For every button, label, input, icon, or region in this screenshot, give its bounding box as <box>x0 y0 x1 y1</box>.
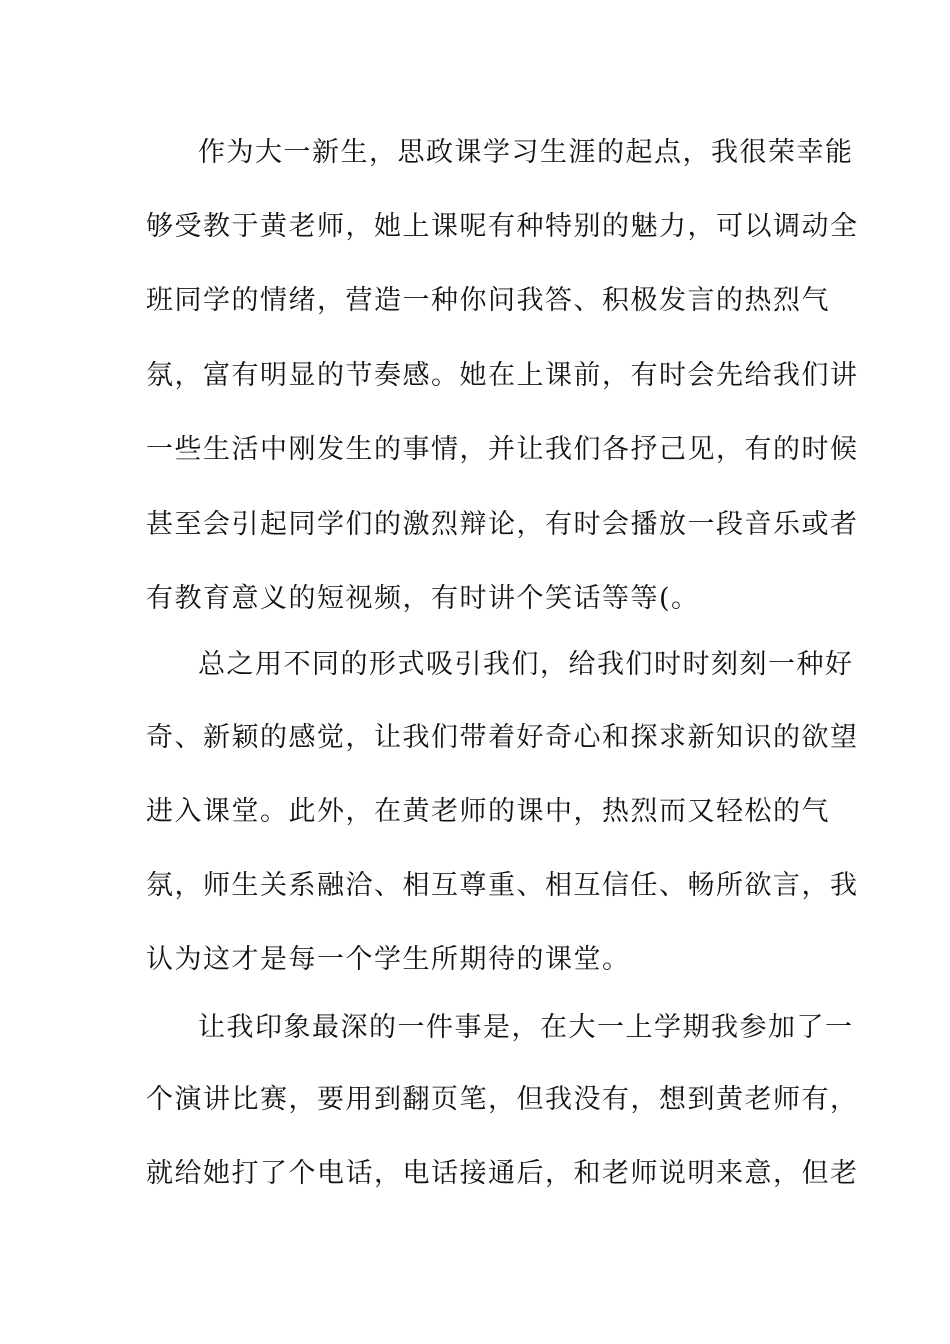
text-line: 让我印象最深的一件事是，在大一上学期我参加了一 <box>198 1012 854 1043</box>
text-line: 进入课堂。此外，在黄老师的课中，热烈而又轻松的气 <box>146 796 830 827</box>
text-line: 认为这才是每一个学生所期待的课堂。 <box>146 944 631 975</box>
text-line: 氛，富有明显的节奏感。她在上课前，有时会先给我们讲 <box>146 360 859 391</box>
text-line: 作为大一新生，思政课学习生涯的起点，我很荣幸能 <box>198 137 854 168</box>
text-line: 就给她打了个电话，电话接通后，和老师说明来意，但老 <box>146 1158 859 1189</box>
text-line: 总之用不同的形式吸引我们，给我们时时刻刻一种好 <box>198 649 854 680</box>
text-line: 氛，师生关系融洽、相互尊重、相互信任、畅所欲言，我 <box>146 870 859 901</box>
text-line: 个演讲比赛，要用到翻页笔，但我没有，想到黄老师有， <box>146 1084 859 1115</box>
text-line: 有教育意义的短视频，有时讲个笑话等等(。 <box>146 583 700 614</box>
text-line: 奇、新颖的感觉，让我们带着好奇心和探求新知识的欲望 <box>146 722 859 753</box>
text-line: 一些生活中刚发生的事情，并让我们各抒己见，有的时候 <box>146 434 859 465</box>
text-line: 班同学的情绪，营造一种你问我答、积极发言的热烈气 <box>146 285 830 316</box>
text-line: 够受教于黄老师，她上课呢有种特别的魅力，可以调动全 <box>146 211 859 242</box>
text-line: 甚至会引起同学们的激烈辩论，有时会播放一段音乐或者 <box>146 509 859 540</box>
